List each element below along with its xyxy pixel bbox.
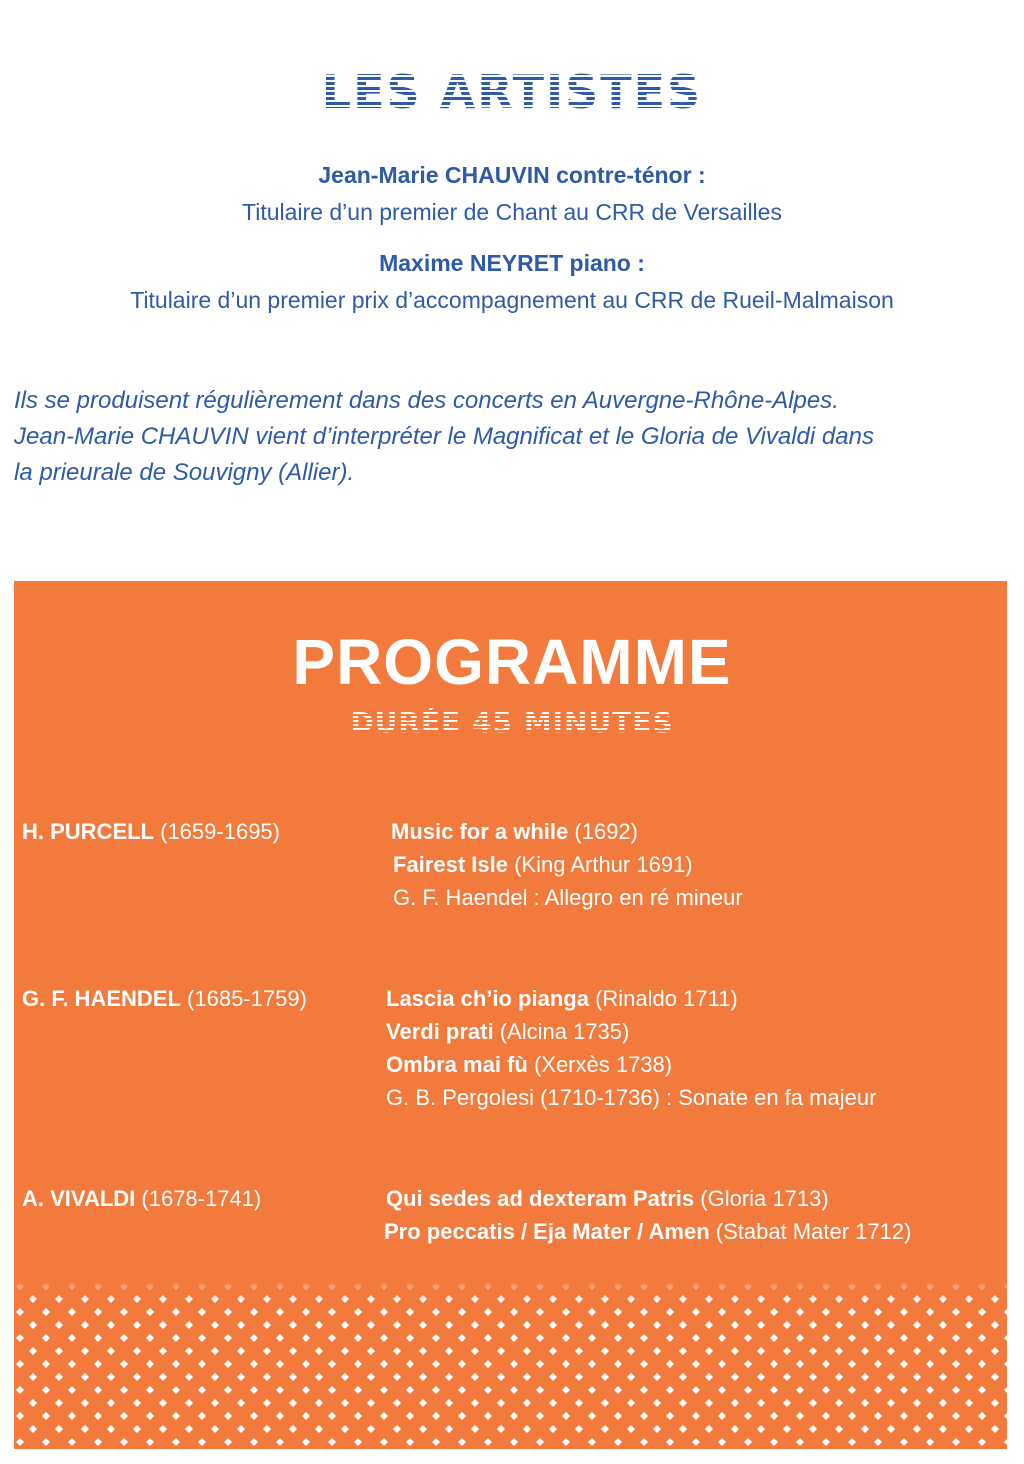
programme-duration — [0, 704, 1024, 744]
artists-bio — [14, 383, 1014, 491]
programme-title: PROGRAMME — [292, 626, 732, 698]
programme-duration-text: DURÉE 45 MINUTES — [350, 704, 673, 744]
work-title: Fairest Isle — [393, 852, 508, 877]
decorative-dot-pattern — [14, 1281, 1007, 1449]
work-item — [386, 1015, 876, 1048]
work-item — [386, 982, 876, 1015]
work-title: Music for a while — [391, 819, 569, 844]
bio-line: Ils se produisent régulièrement dans des concerts en Auvergne-Rhône-Alpes. — [14, 387, 839, 414]
bio-line: Jean-Marie CHAUVIN vient d’interpréter le Magnificat et le Gloria de Vivaldi dans — [14, 423, 874, 450]
composer-name: H. PURCELL — [22, 819, 154, 844]
work-title: Lascia ch’io pianga — [386, 986, 589, 1011]
work-detail: (King Arthur 1691) — [514, 852, 693, 877]
bio-line: la prieurale de Souvigny (Allier). — [14, 459, 355, 486]
work-detail: G. F. Haendel : Allegro en ré mineur — [393, 885, 743, 910]
work-title: Pro peccatis / Eja Mater / Amen — [384, 1219, 710, 1244]
work-detail: (Xerxès 1738) — [533, 1052, 673, 1077]
work-item — [386, 1048, 876, 1081]
work-detail: G. B. Pergolesi (1710-1736) : Sonate en fa majeur — [386, 1085, 877, 1110]
works-list-haendel — [386, 982, 876, 1114]
work-item — [391, 848, 743, 881]
work-detail: (Alcina 1735) — [499, 1019, 630, 1044]
artist2-description: Titulaire d’un premier prix d’accompagnement au CRR de Rueil-Malmaison — [130, 287, 894, 313]
composer-vivaldi — [22, 1182, 261, 1215]
composer-purcell — [22, 815, 280, 848]
works-list-vivaldi — [386, 1182, 911, 1248]
composer-dates: (1685-1759) — [187, 986, 307, 1011]
work-item — [386, 1182, 911, 1215]
work-item — [391, 815, 743, 848]
work-item — [391, 881, 743, 914]
work-title: Qui sedes ad dexteram Patris — [386, 1186, 695, 1211]
composer-dates: (1678-1741) — [141, 1186, 262, 1211]
composer-name: A. VIVALDI — [22, 1186, 136, 1211]
work-detail: (Gloria 1713) — [700, 1186, 829, 1211]
work-detail: (Rinaldo 1711) — [595, 986, 738, 1011]
artist2-name: Maxime NEYRET piano : — [379, 250, 645, 276]
work-item — [384, 1215, 911, 1248]
work-detail: (Stabat Mater 1712) — [715, 1219, 912, 1244]
work-item — [386, 1081, 876, 1114]
work-title: Verdi prati — [386, 1019, 494, 1044]
work-detail: (1692) — [574, 819, 638, 844]
artists-title — [0, 62, 1024, 122]
works-list-purcell — [391, 815, 743, 914]
composer-dates: (1659-1695) — [160, 819, 280, 844]
artist1-name: Jean-Marie CHAUVIN contre-ténor : — [318, 162, 706, 188]
artists-title-text: LES ARTISTES — [322, 62, 702, 122]
composer-name: G. F. HAENDEL — [22, 986, 181, 1011]
work-title: Ombra mai fù — [386, 1052, 528, 1077]
composer-haendel — [22, 982, 307, 1015]
artist1-description: Titulaire d’un premier de Chant au CRR de Versailles — [242, 199, 782, 225]
